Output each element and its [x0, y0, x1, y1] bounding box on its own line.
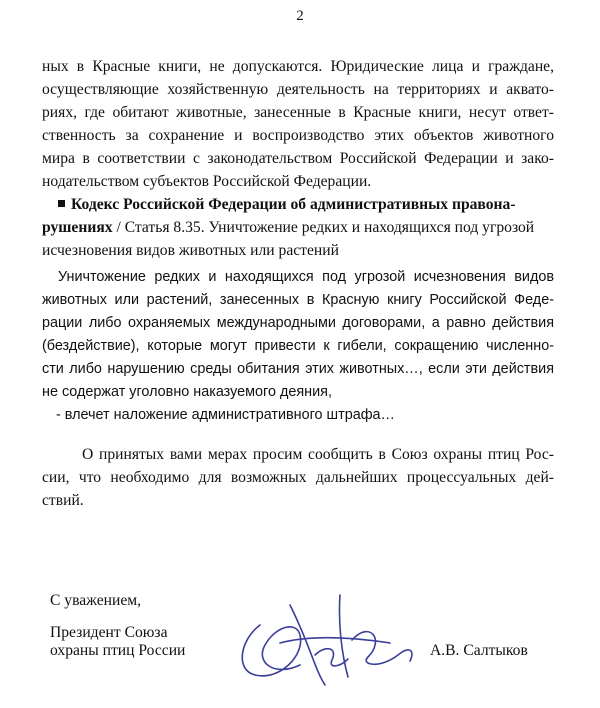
code-title-part1: Кодекс Российской Федерации об административных правона-: [71, 196, 516, 213]
text-line: (бездействие), которые могут привести к гибели, сокращению численно-: [42, 338, 554, 354]
text-line: ственность за сохранение и воспроизводство этих объектов животного: [42, 127, 554, 144]
code-title-part2: рушениях: [42, 219, 113, 236]
text-line: не содержат уголовно наказуемого деяния,: [42, 384, 332, 400]
code-heading-line2: [42, 217, 554, 239]
text-line: сии, что необходимо для возможных дальнейших процессуальных дей-: [42, 469, 554, 486]
text-line: осуществляющие хозяйственную деятельность на территориях и аквато-: [42, 81, 554, 98]
text-line: риях, где обитают животные, занесенные в Красные книги, несут ответ-: [42, 104, 554, 121]
bullet-icon: [58, 200, 65, 207]
text-line: ствий.: [42, 492, 84, 509]
article-title: / Статья 8.35. Уничтожение редких и находящихся под угрозой: [112, 219, 535, 236]
signatory-title-line2: охраны птиц России: [50, 642, 186, 659]
signatory-name: А.В. Салтыков: [430, 642, 528, 659]
signatory-title-line1: Президент Союза: [50, 624, 168, 641]
code-heading-line3: исчезновения видов животных или растений: [42, 242, 339, 259]
text-line: рации либо охраняемых международными договорами, а равно действия: [42, 315, 554, 331]
text-line: сти либо нарушению среды обитания этих животных…, если эти действия: [42, 361, 554, 377]
handwritten-signature: [220, 585, 430, 695]
text-line: О принятых вами мерах просим сообщить в Союз охраны птиц Рос-: [82, 446, 554, 463]
text-line: нодательством субъектов Российской Федерации.: [42, 173, 372, 190]
text-line: Уничтожение редких и находящихся под угрозой исчезновения видов: [58, 269, 554, 285]
text-line: животных или растений, занесенных в Красную книгу Российской Феде-: [42, 292, 554, 308]
penalty-line: - влечет наложение административного штрафа…: [56, 407, 395, 423]
text-line: мира в соответствии с законодательством Российской Федерации и зако-: [42, 150, 554, 167]
page-number: 2: [296, 8, 304, 24]
code-heading-line1: [58, 194, 554, 216]
greeting: С уважением,: [50, 592, 142, 609]
text-line: ных в Красные книги, не допускаются. Юридические лица и граждане,: [42, 58, 554, 75]
